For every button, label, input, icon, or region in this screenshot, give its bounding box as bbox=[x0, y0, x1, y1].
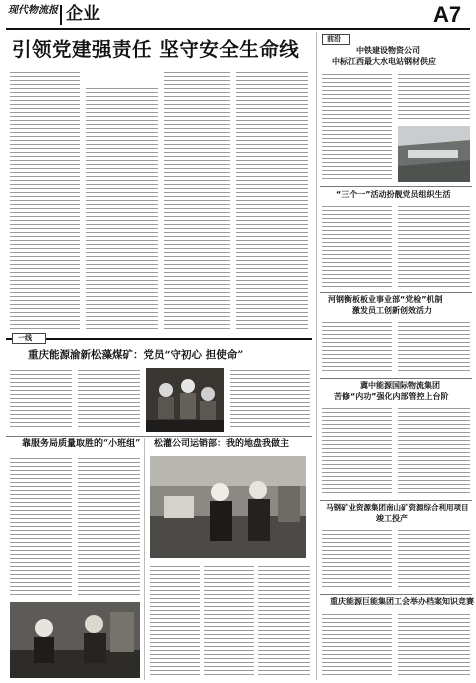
sidebar-story2-title: “三个一”活动扮靓党员组织生活 bbox=[336, 190, 451, 199]
main-article-body-col4 bbox=[236, 70, 308, 332]
miners-photo-art bbox=[146, 368, 224, 432]
sidebar-story1-title-2: 中标江西最大水电站钢材供应 bbox=[332, 57, 436, 66]
story-coal-body-col1 bbox=[10, 368, 72, 430]
dam-photo-art bbox=[398, 126, 470, 182]
story-team-title: 靠服务局质量取胜的“小班组” bbox=[22, 439, 141, 449]
sidebar-story6-title: 重庆能源巨能集团工会举办档案知识竞赛 bbox=[330, 597, 474, 606]
warehouse-photo bbox=[150, 456, 306, 558]
masthead-rule bbox=[6, 28, 470, 30]
story-coal-body-col2 bbox=[78, 368, 140, 430]
story-team-body-col1 bbox=[10, 456, 72, 596]
sidebar-divider bbox=[316, 32, 317, 680]
story-coal-body-col3 bbox=[230, 368, 310, 430]
story-songguan-body-col2 bbox=[204, 564, 254, 678]
sidebar-story4-title: 冀中能源国际物流集团 bbox=[360, 381, 440, 390]
main-article-body-col2 bbox=[86, 86, 158, 332]
sidebar-story1-body2 bbox=[398, 72, 470, 122]
sidebar-story1-title: 中铁建设物资公司 bbox=[356, 46, 420, 55]
dam-photo bbox=[398, 126, 470, 182]
sidebar-story2-body2 bbox=[398, 204, 470, 288]
sidebar-story3-body bbox=[322, 320, 392, 374]
main-headline: 引领党建强责任 坚守安全生命线 bbox=[12, 38, 300, 61]
sidebar-story6-body bbox=[322, 612, 392, 678]
story-songguan-title: 松灌公司运销部：我的地盘我做主 bbox=[154, 439, 290, 449]
sidebar-story5-body bbox=[322, 528, 392, 590]
sidebar-story5-title-2: 竣工投产 bbox=[376, 514, 408, 523]
sidebar-story3-title-2: 激发员工创新创效活力 bbox=[352, 306, 432, 315]
story-team-body-col2 bbox=[78, 456, 140, 596]
sidebar-story2-body bbox=[322, 204, 392, 288]
workers-photo bbox=[10, 602, 140, 678]
sidebar-story4-title-2: 苦修“内功”强化内部管控上台阶 bbox=[334, 392, 449, 401]
section-label-bar bbox=[60, 5, 62, 25]
paper-name: 现代物流报 bbox=[8, 5, 58, 16]
story-songguan-body-col1 bbox=[150, 564, 200, 678]
yixian-rule bbox=[6, 338, 312, 340]
sidebar-story3-body2 bbox=[398, 320, 470, 374]
workers-photo-art bbox=[10, 602, 140, 678]
page-number: A7 bbox=[433, 2, 462, 27]
sidebar-story5-title: 马钢矿业资源集团南山矿资源综合利用项目 bbox=[326, 503, 469, 512]
sidebar-story6-body2 bbox=[398, 612, 470, 678]
sidebar-story1-body bbox=[322, 72, 392, 180]
warehouse-photo-art bbox=[150, 456, 306, 558]
main-article-body-col3 bbox=[164, 70, 230, 332]
miners-photo bbox=[146, 368, 224, 432]
sidebar-label: 前沿 bbox=[327, 35, 341, 43]
sidebar-story3-title: 河钢衡板板业事业部“党检”机制 bbox=[328, 295, 443, 304]
sidebar-story5-body2 bbox=[398, 528, 470, 590]
main-article-body-col1 bbox=[10, 70, 80, 332]
sidebar-story4-body bbox=[322, 406, 392, 496]
story-coal-title: 重庆能源渝新松藻煤矿：党员“守初心 担使命” bbox=[28, 349, 244, 361]
section-label: 企业 bbox=[66, 4, 100, 24]
section-tag: 一线 bbox=[18, 334, 32, 342]
sidebar-story4-body2 bbox=[398, 406, 470, 496]
story-songguan-body-col3 bbox=[258, 564, 310, 678]
